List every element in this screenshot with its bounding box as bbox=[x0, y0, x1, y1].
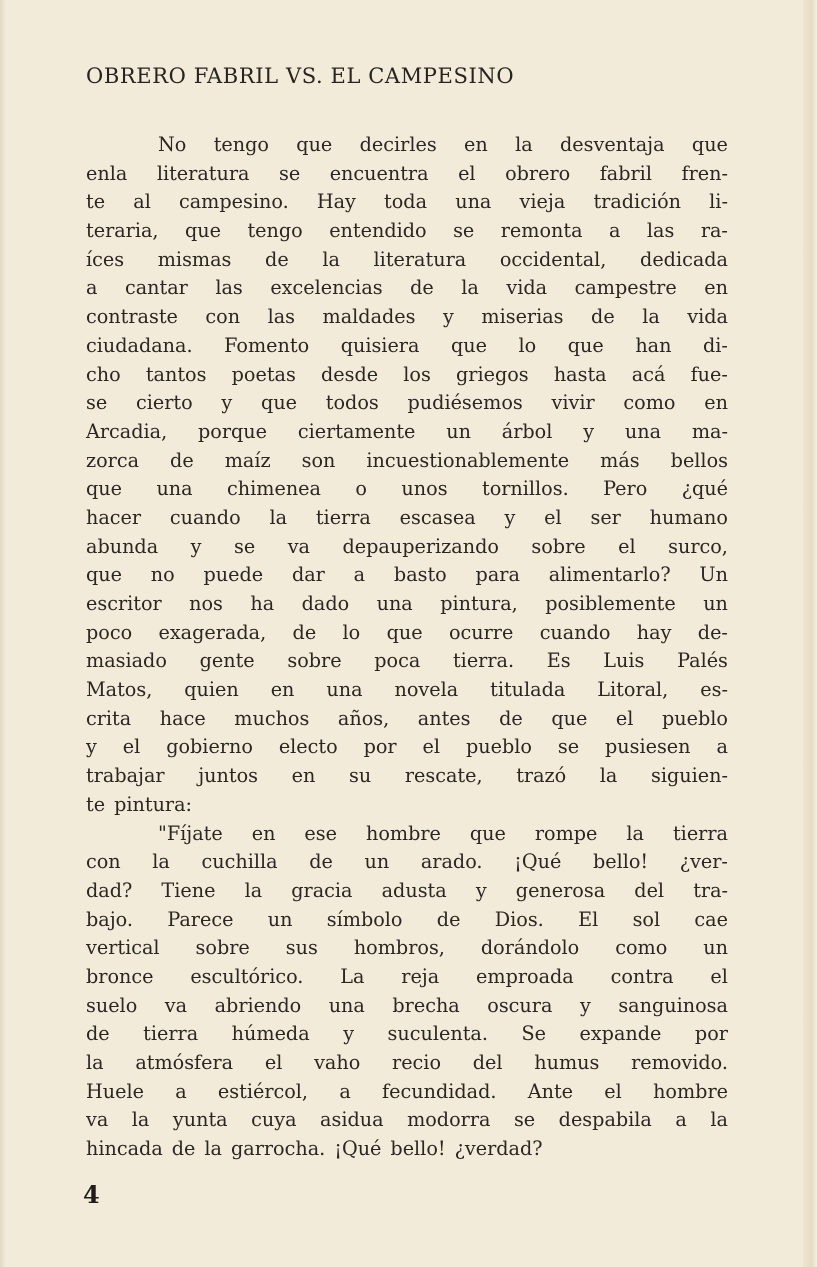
page-edge-right bbox=[803, 0, 817, 1267]
text-line: que una chimenea o unos tornillos. Pero ¿qué bbox=[86, 477, 728, 501]
text-line: masiado gente sobre poca tierra. Es Luis Palés bbox=[86, 649, 728, 673]
text-line: te pintura: bbox=[86, 792, 192, 816]
text-line: hincada de la garrocha. ¡Qué bello! ¿verdad? bbox=[86, 1137, 543, 1161]
text-line: Arcadia, porque ciertamente un árbol y una ma- bbox=[86, 419, 728, 443]
text-line: cho tantos poetas desde los griegos hasta acá fue- bbox=[86, 362, 728, 386]
text-line: ciudadana. Fomento quisiera que lo que han di- bbox=[86, 333, 728, 357]
text-line: bronce escultórico. La reja emproada contra el bbox=[86, 964, 728, 988]
text-line: abunda y se va depauperizando sobre el surco, bbox=[86, 534, 728, 558]
text-line: Matos, quien en una novela titulada Litoral, es- bbox=[86, 678, 728, 702]
text-line: poco exagerada, de lo que ocurre cuando hay de- bbox=[86, 620, 728, 644]
page-edge-left bbox=[0, 0, 6, 1267]
text-line: zorca de maíz son incuestionablemente más bellos bbox=[86, 448, 728, 472]
text-line: enla literatura se encuentra el obrero fabril fren- bbox=[86, 161, 728, 185]
running-head: OBRERO FABRIL VS. EL CAMPESINO bbox=[86, 64, 515, 88]
text-line: contraste con las maldades y miserias de la vida bbox=[86, 305, 728, 329]
text-line: escritor nos ha dado una pintura, posiblemente un bbox=[86, 592, 728, 615]
text-line: Huele a estiércol, a fecundidad. Ante el hombre bbox=[86, 1079, 728, 1103]
text-line: va la yunta cuya asidua modorra se despabila a la bbox=[86, 1108, 728, 1132]
text-line: teraria, que tengo entendido se remonta a las ra- bbox=[86, 219, 728, 243]
text-line: suelo va abriendo una brecha oscura y sanguinosa bbox=[86, 993, 728, 1017]
text-line: se cierto y que todos pudiésemos vivir como en bbox=[86, 391, 728, 415]
text-line: "Fíjate en ese hombre que rompe la tierra bbox=[158, 821, 728, 845]
text-line: dad? Tiene la gracia adusta y generosa del tra- bbox=[86, 878, 728, 902]
text-line: crita hace muchos años, antes de que el pueblo bbox=[86, 706, 728, 730]
text-line: bajo. Parece un símbolo de Dios. El sol cae bbox=[86, 907, 728, 931]
text-line: íces mismas de la literatura occidental, dedicada bbox=[86, 247, 728, 271]
text-line: vertical sobre sus hombros, dorándolo como un bbox=[86, 936, 728, 960]
text-line: a cantar las excelencias de la vida campestre en bbox=[86, 276, 728, 300]
text-line: te al campesino. Hay toda una vieja tradición li- bbox=[86, 190, 728, 214]
text-line: trabajar juntos en su rescate, trazó la siguien- bbox=[86, 764, 728, 788]
text-line: y el gobierno electo por el pueblo se pusiesen a bbox=[86, 735, 728, 759]
text-line: con la cuchilla de un arado. ¡Qué bello! ¿ver- bbox=[86, 850, 728, 874]
text-line: de tierra húmeda y suculenta. Se expande por bbox=[86, 1022, 728, 1046]
text-line: que no puede dar a basto para alimentarlo? Un bbox=[86, 563, 728, 587]
text-line: la atmósfera el vaho recio del humus removido. bbox=[86, 1051, 728, 1074]
body-text bbox=[86, 131, 728, 1164]
page-number: 4 bbox=[83, 1180, 100, 1209]
paragraph bbox=[86, 131, 728, 820]
paragraph bbox=[86, 820, 728, 1164]
text-line: hacer cuando la tierra escasea y el ser humano bbox=[86, 505, 728, 529]
text-line: No tengo que decirles en la desventaja que bbox=[158, 133, 728, 156]
